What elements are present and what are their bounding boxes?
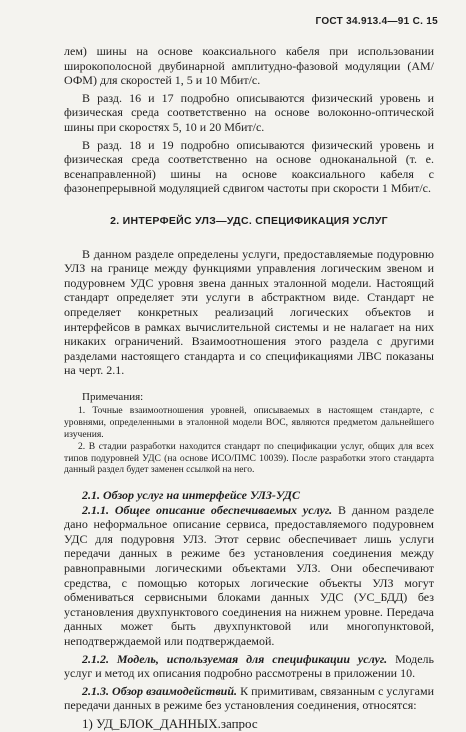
subsection-heading [64, 488, 434, 503]
page-header: ГОСТ 34.913.4—91 С. 15 [315, 16, 438, 27]
paragraph: лем) шины на основе коаксиального кабеля при использовании широкополосной двубинарной амплитудно-фазовой модуляции (АМ/ОФМ) для скоростей 1, 5 и 10 Мбит/с. [64, 44, 434, 88]
paragraph [64, 652, 434, 681]
subsection-title: 2.1. Обзор услуг на интерфейсе УЛЗ-УДС [82, 488, 300, 503]
paragraph: В разд. 16 и 17 подробно описываются физический уровень и физическая среда соответственно на основе волоконно-оптической шины при скоростях 5, 10 и 20 Мбит/с. [64, 90, 434, 134]
paragraph: В разд. 18 и 19 подробно описываются физический уровень и физическая среда соответственно на основе одноканальной (т. е. всенаправленной) шины на основе коаксиального кабеля с фазонепрерывной модуляцией сдвигом частоты при скорости 1 Мбит/с. [64, 137, 434, 196]
page-body [64, 44, 434, 732]
note: 1. Точные взаимоотношения уровней, описываемых в настоящем стандарте, с уровнями, определенными в эталонной модели ВОС, являются предметом дальнейшего изучения. [64, 405, 434, 440]
paragraph [64, 503, 434, 649]
subsection-title: 2.1.2. Модель, используемая для спецификации услуг. [82, 651, 388, 666]
note: 2. В стадии разработки находится стандарт по спецификации услуг, общих для всех типов подуровней УДС (на основе ИСО/ПМС 10039). После разработки этого стандарта данный раздел будет заменен ссылкой на него. [64, 441, 434, 476]
notes-heading: Примечания: [82, 390, 144, 403]
subsection-title: 2.1.1. Общее описание обеспечиваемых услуг. [82, 502, 333, 517]
paragraph [64, 684, 434, 713]
paragraph: В данном разделе определены услуги, предоставляемые подуровню УЛЗ на границе между функциями управления логическим звеном и подуровнем УДС уровня звена данных эталонной модели. Настоящий стандарт определяет эти услуги в абстрактном виде. Стандарт не определяет конкретных реализаций логических объектов и интерфейсов в рамках вычислительной системы и не налагает на них никаких ограничений. Взаимоотношения этого раздела с другими разделами настоящего стандарта и со спецификациями ЛВС показаны на черт. 2.1. [64, 246, 434, 378]
section-title: 2. ИНТЕРФЕЙС УЛЗ—УДС. СПЕЦИФИКАЦИЯ УСЛУГ [110, 214, 388, 227]
paragraph-text: В данном разделе дано неформальное описание сервиса, предоставляемого подуровнем УДС для подуровня УЛЗ. Этот сервис обеспечивает лишь услуги передачи данных в режиме без установления соединения между равноправными логическими объектами УЛЗ. Они обеспечивают средства, с помощью которых логические объекты УЛЗ могут обмениваться сервисными блоками данных УДС (УС_БДД) без установления двухпунктового соединения на нижнем уровне. Передача данных может быть двухпунктовой или многопунктовой, неподтверждаемой или подтверждаемой. [64, 502, 434, 648]
subsection-title: 2.1.3. Обзор взаимодействий. [82, 683, 238, 698]
paragraph-text: К примитивам, связанным с услугами передачи данных в режиме без установления соединения, относятся: [64, 683, 435, 713]
list-item: 1) УД_БЛОК_ДАННЫХ.запрос [82, 715, 258, 731]
paragraph-text: Модель услуг и метод их описания подробно рассмотрены в приложении 10. [64, 651, 434, 681]
